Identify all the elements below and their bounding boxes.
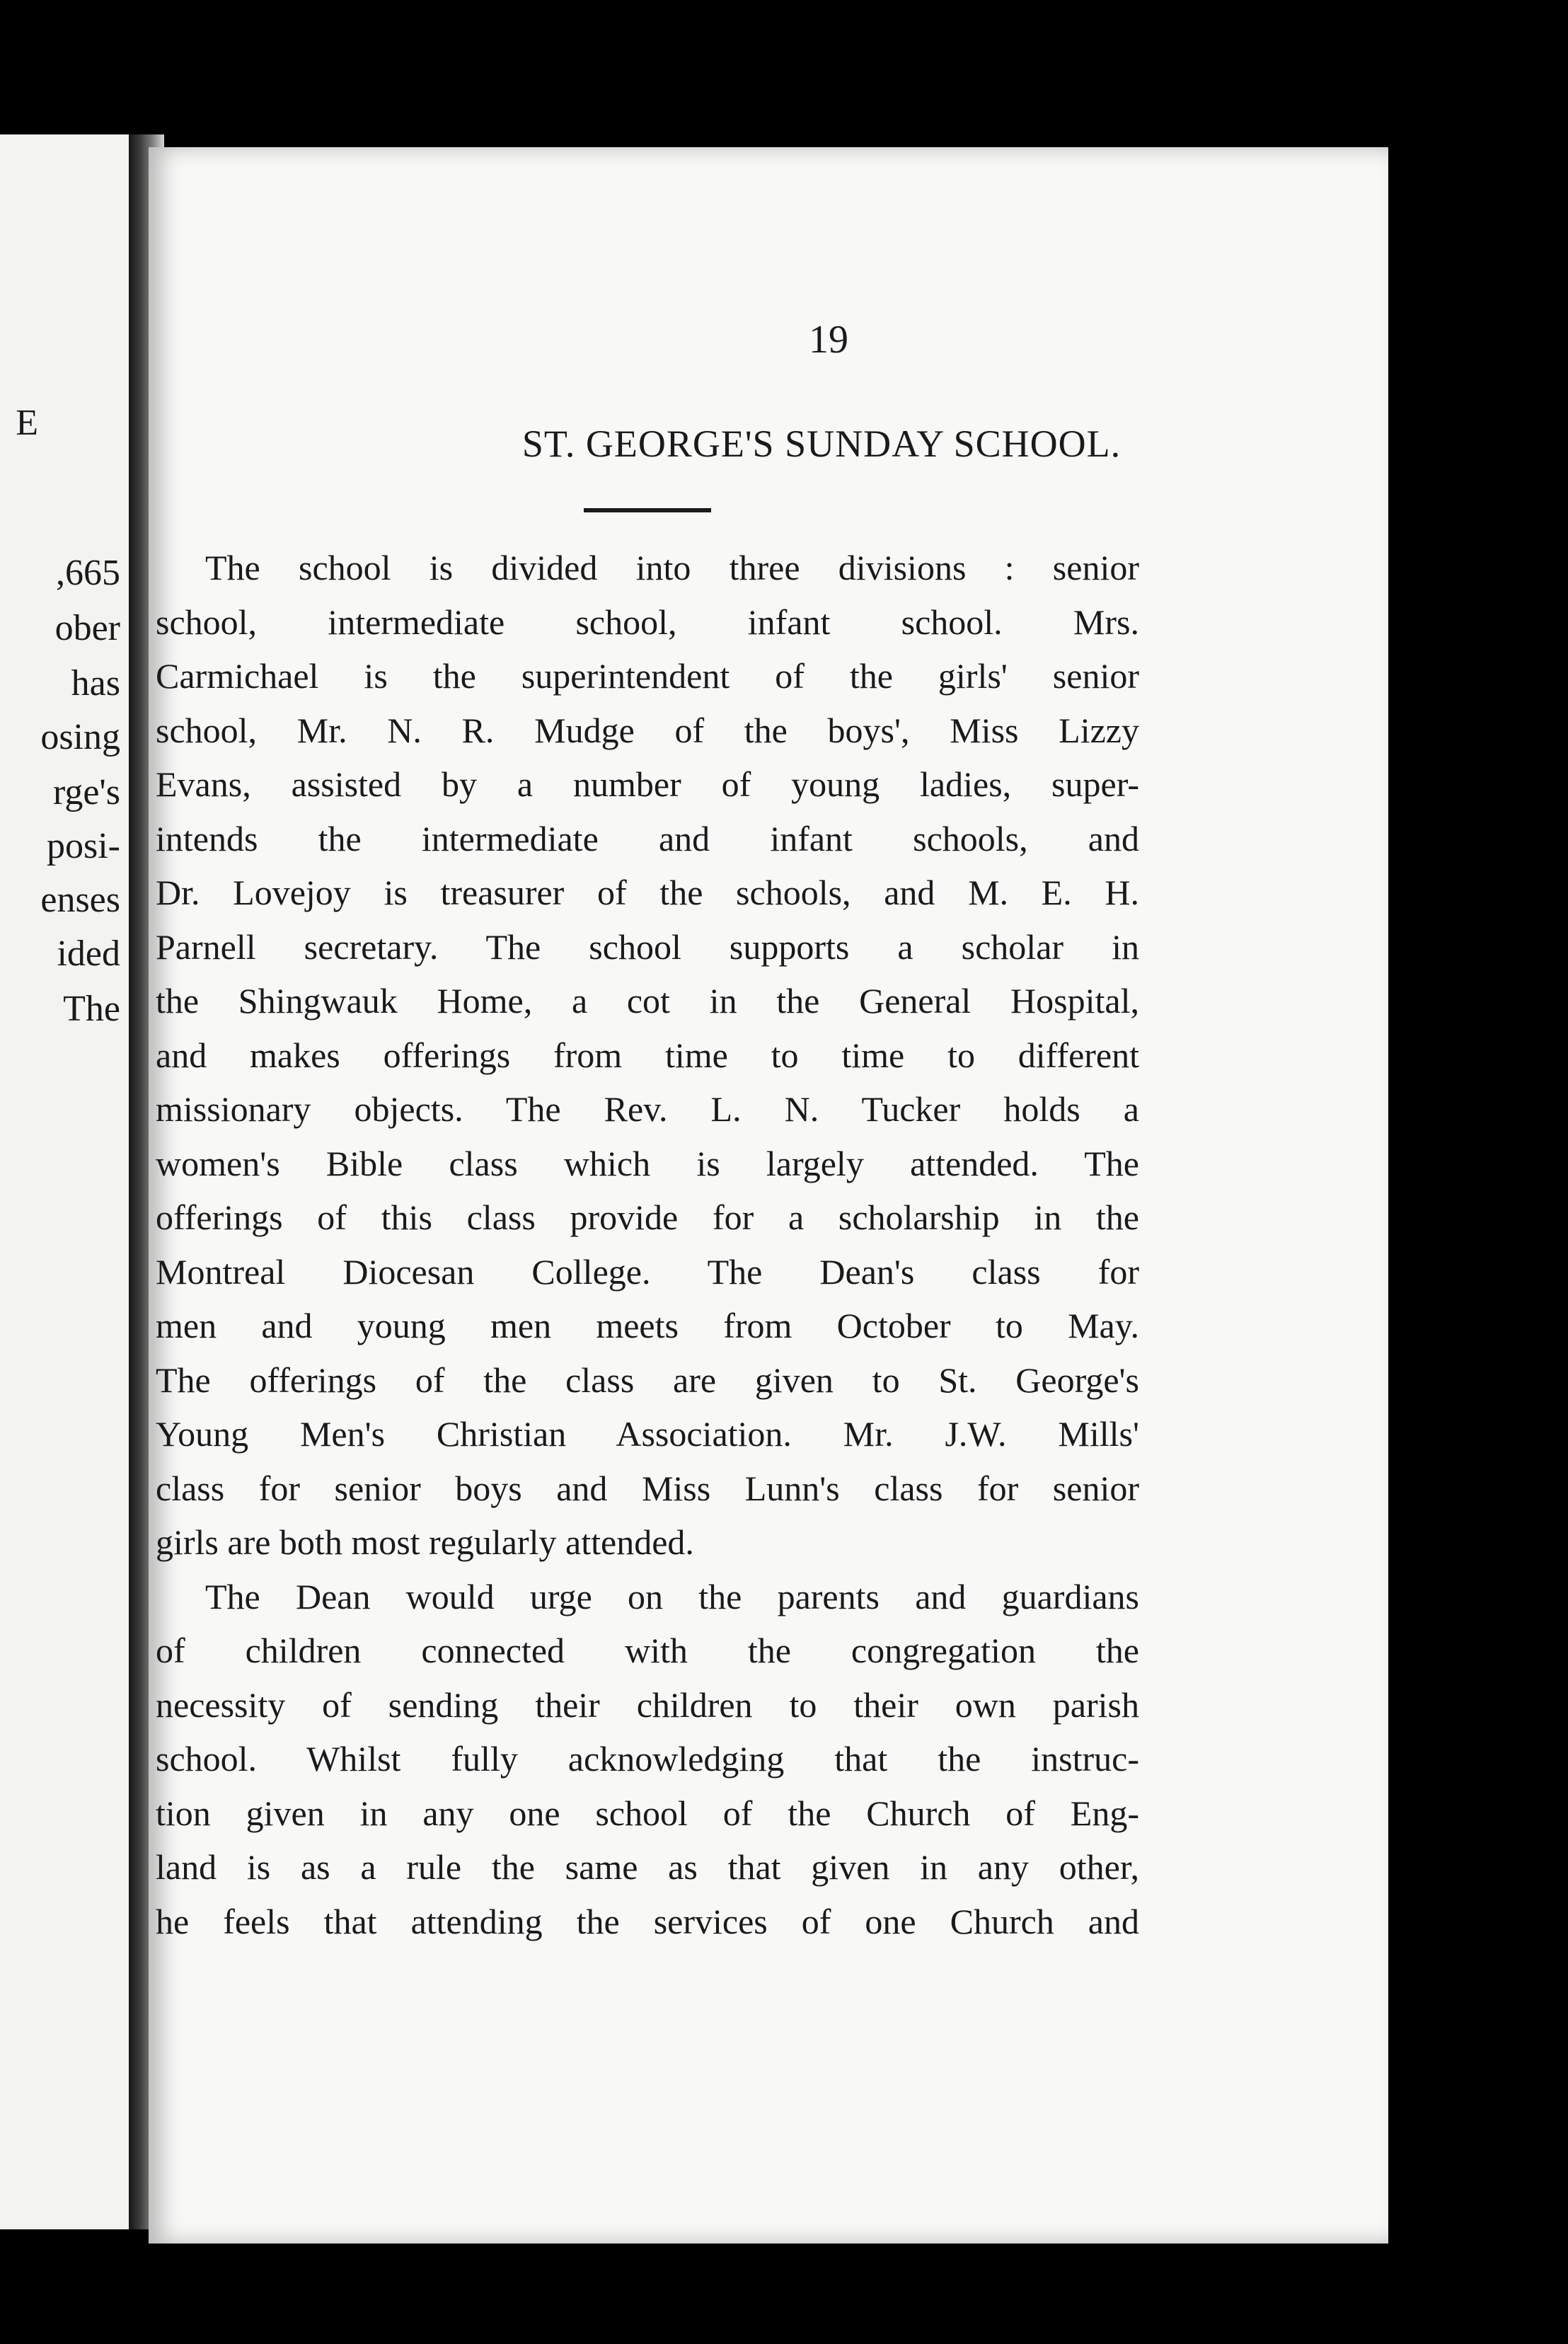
text-line: The school is divided into three divisions : senior bbox=[205, 548, 1139, 587]
text-line: Evans, assisted by a number of young ladies, super- bbox=[156, 764, 1139, 804]
section-heading: ST. GEORGE'S SUNDAY SCHOOL. bbox=[521, 423, 1122, 465]
text-line: missionary objects. The Rev. L. N. Tucker holds a bbox=[156, 1089, 1139, 1129]
text-line: the Shingwauk Home, a cot in the General Hospital, bbox=[156, 981, 1139, 1021]
text-line: he feels that attending the services of one Church and bbox=[156, 1901, 1139, 1941]
body-text bbox=[156, 541, 1139, 1948]
previous-page-fragment: E bbox=[16, 403, 38, 443]
previous-page-fragment: rge's bbox=[52, 772, 120, 812]
page-number: 19 bbox=[809, 318, 848, 362]
text-line: necessity of sending their children to their own parish bbox=[156, 1684, 1139, 1725]
heading-rule bbox=[584, 508, 711, 512]
previous-page-fragment: has bbox=[71, 663, 120, 703]
text-line: The offerings of the class are given to St. George's bbox=[156, 1360, 1139, 1400]
text-line: school, intermediate school, infant school. Mrs. bbox=[156, 602, 1139, 642]
text-line: women's Bible class which is largely attended. The bbox=[156, 1143, 1139, 1183]
text-line: school. Whilst fully acknowledging that the instruc- bbox=[156, 1739, 1139, 1779]
previous-page-strip bbox=[0, 134, 129, 2229]
text-line: Parnell secretary. The school supports a scholar in bbox=[156, 926, 1139, 967]
text-line: and makes offerings from time to time to different bbox=[156, 1035, 1139, 1075]
previous-page-fragment: ided bbox=[57, 933, 120, 974]
text-line: offerings of this class provide for a scholarship in the bbox=[156, 1197, 1139, 1237]
text-line: Young Men's Christian Association. Mr. J.W. Mills' bbox=[156, 1414, 1139, 1454]
text-line: men and young men meets from October to May. bbox=[156, 1306, 1139, 1345]
previous-page-fragment: osing bbox=[40, 717, 120, 757]
text-line: Montreal Diocesan College. The Dean's class for bbox=[156, 1251, 1139, 1292]
text-line: girls are both most regularly attended. bbox=[156, 1522, 694, 1562]
previous-page-fragment: posi- bbox=[47, 826, 120, 866]
book-page bbox=[149, 147, 1388, 2244]
text-line: tion given in any one school of the Church of Eng- bbox=[156, 1793, 1139, 1833]
text-line: school, Mr. N. R. Mudge of the boys', Miss Lizzy bbox=[156, 710, 1139, 750]
previous-page-fragment: ,665 bbox=[56, 553, 120, 593]
text-line: Carmichael is the superintendent of the girls' senior bbox=[156, 656, 1139, 696]
text-line: class for senior boys and Miss Lunn's class for senior bbox=[156, 1468, 1139, 1508]
previous-page-fragment: ober bbox=[54, 608, 120, 648]
text-line: The Dean would urge on the parents and guardians bbox=[205, 1576, 1139, 1616]
text-line: land is as a rule the same as that given in any other, bbox=[156, 1847, 1139, 1887]
text-line: Dr. Lovejoy is treasurer of the schools, and M. E. H. bbox=[156, 873, 1139, 912]
text-line: intends the intermediate and infant schools, and bbox=[156, 818, 1139, 858]
previous-page-fragment: enses bbox=[40, 880, 120, 920]
text-line: of children connected with the congregation the bbox=[156, 1631, 1139, 1670]
previous-page-fragment: The bbox=[63, 989, 120, 1029]
